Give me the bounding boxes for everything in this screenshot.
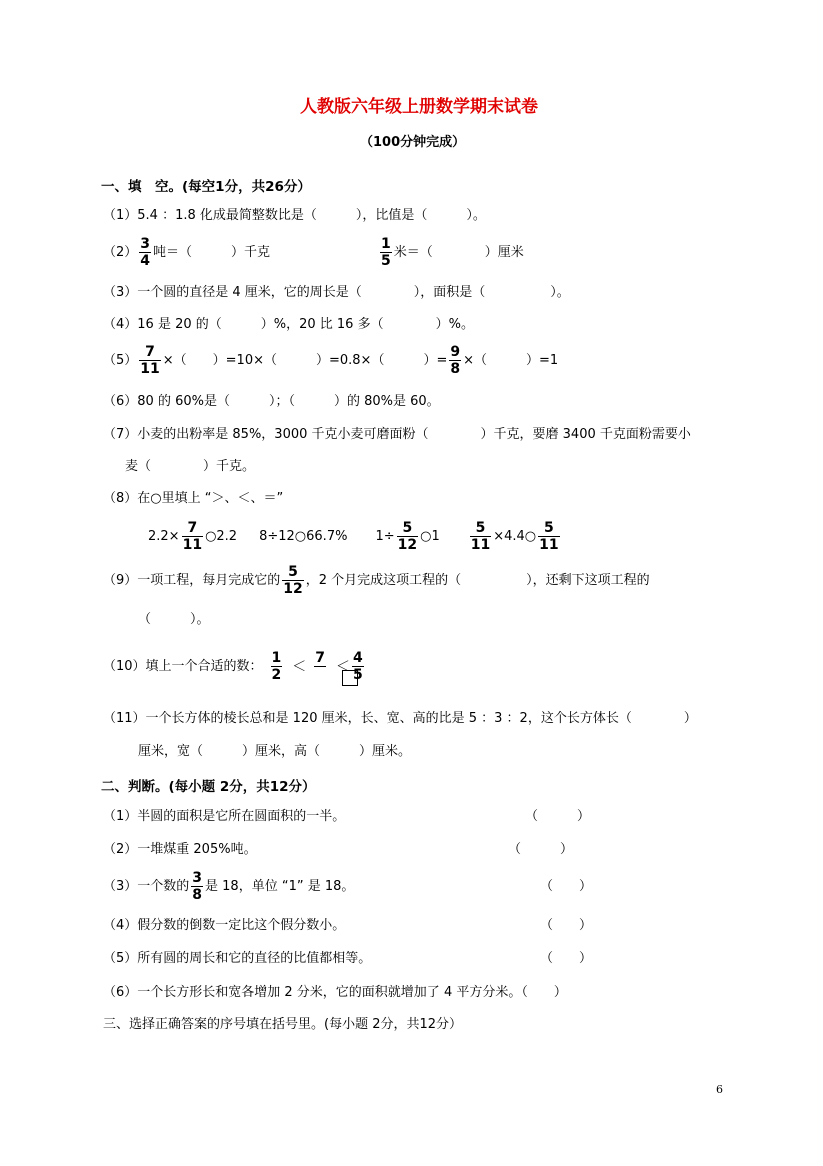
question-11-line2: 厘米，宽（ ）厘米，高（ ）厘米。 (138, 744, 412, 759)
question-6: （6）80 的 60%是（ ）；（ ）的 80%是 60。 (103, 394, 440, 409)
page-subtitle: （100分钟完成） (360, 135, 466, 150)
fraction: $\frac{5}{11}$ (539, 520, 559, 553)
question-5: （5） $\frac{7}{11}$ ×（ ）=10×（ ）=0.8×（ ）= $\frac{9}{8}$ ×（ ）=1 (103, 344, 559, 377)
question-4: （4）16 是 20 的（ ）%，20 比 16 多（ ）%。 (103, 317, 474, 332)
fraction: $\frac{5}{12}$ (397, 520, 418, 553)
fraction: $\frac{7}{11}$ (140, 344, 160, 377)
question-10: （10）填上一个合适的数： $\frac{1}{2}$ ＜ 7 ＜ $\frac{4}{5}$ (103, 650, 366, 683)
fraction: $\frac{5}{11}$ (470, 520, 491, 553)
fraction-blank-denominator: 7 (315, 650, 326, 666)
question-3: （3）一个圆的直径是 4 厘米，它的周长是（ ），面积是（ ）。 (103, 285, 570, 300)
judge-paren-3[interactable]: （ ） (540, 879, 593, 894)
fraction: $\frac{3}{8}$ (192, 870, 203, 903)
section1-heading: 一、填 空。(每空1分，共26分） (101, 179, 311, 195)
fraction: $\frac{4}{5}$ (353, 650, 363, 683)
section3-heading: 三、选择正确答案的序号填在括号里。(每小题 2分，共12分） (103, 1017, 463, 1032)
fraction: $\frac{5}{12}$ (283, 564, 303, 597)
fraction: $\frac{1}{5}$ (381, 236, 391, 269)
question-9-line2: （ ）。 (138, 612, 210, 627)
question-11-line1: （11）一个长方体的棱长总和是 120 厘米，长、宽、高的比是 5 ：3 ：2，这个长方体长（ ） (103, 711, 697, 726)
fraction: $\frac{1}{2}$ (271, 650, 282, 683)
page-title: 人教版六年级上册数学期末试卷 (300, 97, 538, 117)
judge-paren-4[interactable]: （ ） (540, 918, 593, 933)
judge-item-1: （1）半圆的面积是它所在圆面积的一半。 (103, 809, 346, 824)
judge-item-4: （4）假分数的倒数一定比这个假分数小。 (103, 918, 346, 933)
question-9-line1: （9）一项工程，每月完成它的 $\frac{5}{12}$ ，2 个月完成这项工程的（ ），还剩下这项工程的 (103, 564, 650, 597)
fraction: $\frac{9}{8}$ (450, 344, 461, 377)
fraction: $\frac{7}{11}$ (182, 520, 203, 553)
question-1: （1）5.4 ：1.8 化成最简整数比是（ ），比值是（ ）。 (103, 208, 486, 223)
judge-item-3: （3）一个数的 $\frac{3}{8}$ 是 18，单位 “1” 是 18。 (103, 870, 355, 903)
judge-item-5: （5）所有圆的周长和它的直径的比值都相等。 (103, 951, 372, 966)
question-7-line2: 麦（ ）千克。 (125, 459, 256, 474)
question-8-items: 2.2× $\frac{7}{11}$ ○2.2 8÷12○66.7% 1÷ $\frac{5}{12}$ ○1 $\frac{5}{11}$ ×4.4○ $\frac{5}{11}$ (148, 520, 559, 553)
judge-item-6: （6）一个长方形长和宽各增加 2 分米，它的面积就增加了 4 平方分米。（ ） (103, 985, 567, 1000)
judge-paren-5[interactable]: （ ） (540, 951, 593, 966)
answer-box[interactable] (342, 670, 358, 686)
fraction: $\frac{3}{4}$ (140, 236, 151, 269)
question-8-intro: （8）在○里填上 “＞、＜、＝” (103, 491, 284, 506)
section2-heading: 二、判断。(每小题 2分，共12分） (101, 779, 316, 795)
page-number: 6 (716, 1083, 723, 1096)
question-7-line1: （7）小麦的出粉率是 85%，3000 千克小麦可磨面粉（ ）千克，要磨 3400 千克面粉需要小 (103, 427, 691, 442)
judge-paren-1[interactable]: （ ） (525, 809, 591, 824)
question-2: （2） $\frac{3}{4}$ 吨＝（ ）千克 $\frac{1}{5}$ 米＝（ ）厘米 (103, 236, 524, 269)
judge-item-2: （2）一堆煤重 205%吨。 (103, 842, 257, 857)
judge-paren-2[interactable]: （ ） (508, 842, 574, 857)
